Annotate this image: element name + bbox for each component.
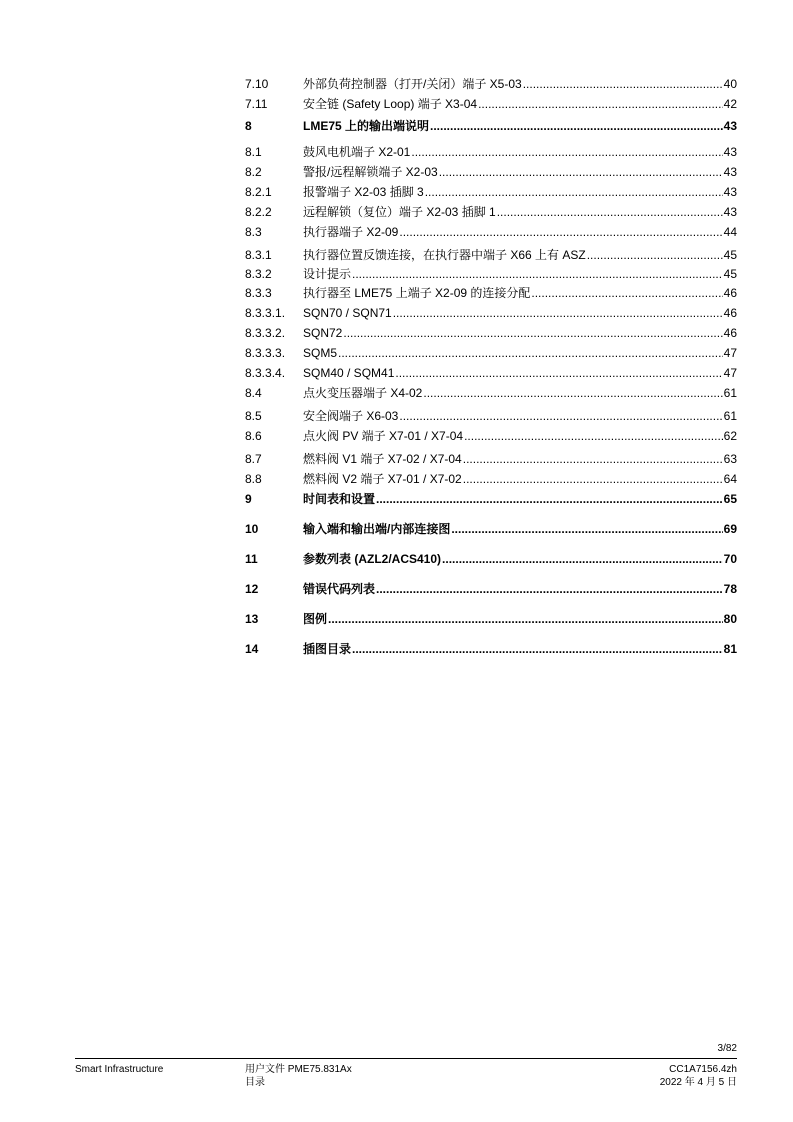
toc-entry-title: 警报/远程解锁端子 X2-03 (303, 165, 438, 179)
toc-entry-number: 8.2.2 (245, 205, 272, 219)
toc-entry-title: 远程解锁（复位）端子 X2-03 插脚 1 (303, 205, 496, 219)
toc-entry[interactable] (245, 582, 737, 596)
toc-entry-title: 执行器端子 X2-09 (303, 225, 399, 239)
toc-entry-number: 8.3.3.1. (245, 306, 286, 320)
footer-divider (75, 1058, 737, 1059)
toc-entry-title: 燃料阀 V2 端子 X7-01 / X7-02 (303, 472, 462, 486)
toc-entry-number: 12 (245, 582, 259, 596)
toc-entry[interactable] (245, 492, 737, 506)
toc-leader-dots (352, 267, 723, 281)
toc-entry-number: 8.7 (245, 452, 262, 466)
toc-entry-title: 时间表和设置 (303, 492, 376, 506)
toc-entry-number: 7.11 (245, 97, 268, 111)
toc-entry-page: 80 (723, 612, 737, 626)
toc-entry[interactable] (245, 165, 737, 179)
toc-entry[interactable] (245, 267, 737, 281)
toc-entry-number: 8.3.2 (245, 267, 272, 281)
toc-entry[interactable] (245, 77, 737, 91)
toc-entry-number: 8.2 (245, 165, 262, 179)
toc-entry-page: 40 (723, 77, 737, 91)
toc-leader-dots (343, 326, 722, 340)
toc-entry-title: 点火变压器端子 X4-02 (303, 386, 423, 400)
toc-entry-page: 65 (723, 492, 737, 506)
toc-entry-page: 69 (723, 522, 737, 536)
toc-entry-title: 执行器位置反馈连接，在执行器中端子 X66 上有 ASZ (303, 248, 586, 262)
toc-entry-title: 执行器至 LME75 上端子 X2-09 的连接分配 (303, 286, 531, 300)
toc-entry-page: 64 (723, 472, 737, 486)
toc-entry-title: 参数列表 (AZL2/ACS410) (303, 552, 442, 566)
toc-entry[interactable] (245, 429, 737, 443)
toc-entry-page: 46 (723, 326, 737, 340)
toc-entry-title: SQM5 (303, 346, 338, 360)
footer-document-id: CC1A7156.4zh (669, 1064, 737, 1075)
toc-leader-dots (395, 366, 722, 380)
toc-entry[interactable] (245, 326, 737, 340)
toc-entry-number: 8.3.3.4. (245, 366, 286, 380)
toc-leader-dots (463, 452, 723, 466)
toc-entry-title: 设计提示 (303, 267, 352, 281)
toc-entry[interactable] (245, 612, 737, 626)
toc-entry[interactable] (245, 185, 737, 199)
toc-entry-title: 报警端子 X2-03 插脚 3 (303, 185, 424, 199)
toc-entry-title: 安全阀端子 X6-03 (303, 409, 399, 423)
toc-entry-title: SQN72 (303, 326, 343, 340)
toc-leader-dots (463, 472, 723, 486)
toc-leader-dots (531, 286, 722, 300)
toc-entry[interactable] (245, 225, 737, 239)
toc-entry[interactable] (245, 472, 737, 486)
toc-leader-dots (376, 492, 723, 506)
toc-entry-title: 安全链 (Safety Loop) 端子 X3-04 (303, 97, 478, 111)
toc-entry[interactable] (245, 552, 737, 566)
toc-entry-title: LME75 上的输出端说明 (303, 119, 430, 133)
toc-entry-page: 78 (723, 582, 737, 596)
toc-entry-page: 43 (723, 145, 737, 159)
toc-entry-title: 错误代码列表 (303, 582, 376, 596)
toc-entry-number: 8.2.1 (245, 185, 272, 199)
toc-entry-page: 42 (723, 97, 737, 111)
toc-entry[interactable] (245, 306, 737, 320)
toc-leader-dots (523, 77, 723, 91)
toc-entry-page: 81 (723, 642, 737, 656)
toc-leader-dots (399, 409, 722, 423)
toc-leader-dots (442, 552, 723, 566)
toc-entry-number: 7.10 (245, 77, 269, 91)
toc-leader-dots (587, 248, 723, 262)
toc-leader-dots (338, 346, 723, 360)
toc-entry-title: 燃料阀 V1 端子 X7-02 / X7-04 (303, 452, 462, 466)
toc-entry-page: 43 (723, 165, 737, 179)
toc-entry-title: 插图目录 (303, 642, 352, 656)
toc-entry[interactable] (245, 522, 737, 536)
toc-entry-title: SQM40 / SQM41 (303, 366, 395, 380)
toc-entry[interactable] (245, 97, 737, 111)
toc-leader-dots (464, 429, 723, 443)
toc-entry-number: 8.1 (245, 145, 262, 159)
toc-entry-number: 9 (245, 492, 252, 506)
toc-leader-dots (430, 119, 723, 133)
toc-entry-number: 8.5 (245, 409, 262, 423)
toc-entry-number: 8.8 (245, 472, 262, 486)
toc-leader-dots (439, 165, 723, 179)
toc-entry-title: 外部负荷控制器（打开/关闭）端子 X5-03 (303, 77, 522, 91)
toc-entry-number: 14 (245, 642, 259, 656)
toc-leader-dots (393, 306, 723, 320)
toc-leader-dots (376, 582, 723, 596)
toc-entry-page: 43 (723, 185, 737, 199)
toc-leader-dots (352, 642, 723, 656)
toc-entry-page: 43 (723, 205, 737, 219)
page-number: 3/82 (717, 1043, 737, 1054)
toc-entry-page: 45 (723, 248, 737, 262)
toc-entry[interactable] (245, 642, 737, 656)
toc-entry[interactable] (245, 366, 737, 380)
toc-entry-number: 10 (245, 522, 259, 536)
toc-entry-page: 47 (723, 366, 737, 380)
toc-entry-title: 鼓风电机端子 X2-01 (303, 145, 411, 159)
toc-entry-number: 8.3.1 (245, 248, 272, 262)
toc-entry-number: 8.3.3.3. (245, 346, 286, 360)
toc-leader-dots (423, 386, 722, 400)
toc-entry-page: 46 (723, 286, 737, 300)
toc-entry-title: 图例 (303, 612, 328, 626)
toc-entry-page: 62 (723, 429, 737, 443)
toc-entry[interactable] (245, 145, 737, 159)
toc-entry-number: 8.6 (245, 429, 262, 443)
toc-entry[interactable] (245, 205, 737, 219)
toc-leader-dots (425, 185, 723, 199)
toc-leader-dots (451, 522, 722, 536)
footer-document-title: 用户文件 PME75.831Ax (245, 1064, 352, 1075)
toc-entry-page: 43 (723, 119, 737, 133)
toc-entry-page: 46 (723, 306, 737, 320)
toc-entry-page: 47 (723, 346, 737, 360)
toc-entry[interactable] (245, 119, 737, 133)
toc-entry-number: 8.3.3.2. (245, 326, 286, 340)
toc-entry-title: SQN70 / SQN71 (303, 306, 392, 320)
toc-entry-page: 63 (723, 452, 737, 466)
toc-entry-title: 点火阀 PV 端子 X7-01 / X7-04 (303, 429, 464, 443)
toc-entry-number: 8.4 (245, 386, 262, 400)
footer-section: 目录 (245, 1077, 265, 1088)
toc-entry[interactable] (245, 286, 737, 300)
toc-leader-dots (411, 145, 722, 159)
toc-entry[interactable] (245, 452, 737, 466)
toc-leader-dots (328, 612, 723, 626)
toc-leader-dots (478, 97, 723, 111)
toc-entry[interactable] (245, 248, 737, 262)
toc-entry-page: 70 (723, 552, 737, 566)
toc-entry-number: 13 (245, 612, 259, 626)
toc-entry-number: 8 (245, 119, 252, 133)
toc-entry[interactable] (245, 386, 737, 400)
toc-entry-page: 45 (723, 267, 737, 281)
toc-entry-number: 8.3.3 (245, 286, 272, 300)
toc-entry[interactable] (245, 409, 737, 423)
toc-leader-dots (497, 205, 723, 219)
footer-company: Smart Infrastructure (75, 1064, 164, 1075)
toc-entry-page: 44 (723, 225, 737, 239)
toc-leader-dots (399, 225, 722, 239)
toc-entry-page: 61 (723, 409, 737, 423)
toc-entry-title: 输入端和输出端/内部连接图 (303, 522, 451, 536)
toc-entry-number: 11 (245, 552, 258, 566)
footer-date: 2022 年 4 月 5 日 (659, 1077, 737, 1088)
toc-entry-page: 61 (723, 386, 737, 400)
toc-entry[interactable] (245, 346, 737, 360)
toc-entry-number: 8.3 (245, 225, 262, 239)
